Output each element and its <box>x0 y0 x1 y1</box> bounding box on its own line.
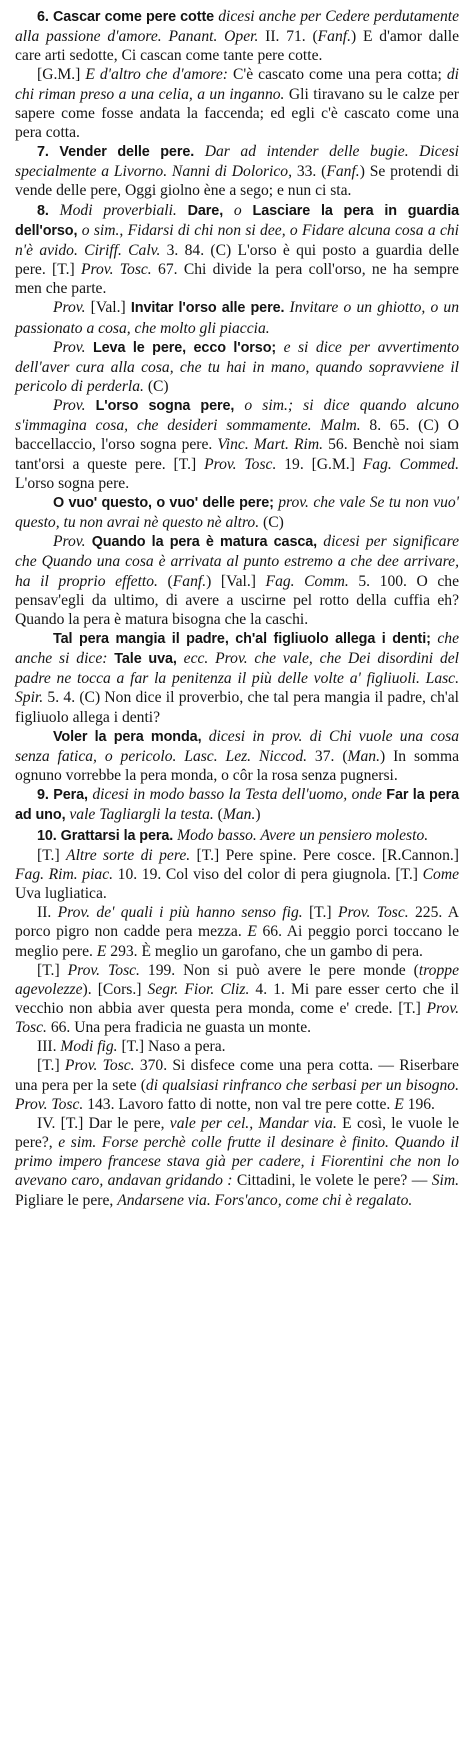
italic-text: Prov. <box>53 299 86 317</box>
entry-9-pera-testa <box>15 785 459 825</box>
text-run: 5. 4. (C) Non dice il proverbio, che tal pera mangia il padre, ch'al figliuolo allega i denti? <box>15 689 459 726</box>
headword: 10. Grattarsi la pera. <box>37 827 174 844</box>
text-run: ) Se protendi di vende delle pere, Oggi giolno ène a sego; e nun ci sta. <box>15 163 460 200</box>
text-run: [T.] <box>37 1057 65 1075</box>
entry-altre-sorte-di-pere <box>15 846 459 903</box>
entry-iii-modi-fig <box>15 1037 459 1056</box>
text-run: 225. A porco pigro non cadde pera mezza. <box>15 904 459 941</box>
italic-text: dicesi in prov. di Chi vuole una cosa senza fatica, o pericolo. Lasc. Lez. Niccod. <box>15 727 460 765</box>
italic-text: che anche si dice: <box>15 630 459 668</box>
italic-text: Fanf. <box>317 28 352 46</box>
text-run: ) E d'amor dalle care arti sedotte, Ci cascan come tante pere cotte. <box>15 28 459 65</box>
text-run: 66. Ai peggio porci toccano le meglio pere. <box>15 923 460 960</box>
headword: Tale uva, <box>107 651 177 668</box>
entry-6-note-gm <box>15 65 459 142</box>
italic-text: e si dice per avvertimento dell'aver cura alla cosa, che tu hai in mano, quando sopravviene il pericolo di perderla. <box>15 338 459 395</box>
text-run: 143. Lavoro fatto di notte, non val tre pere cotte. <box>83 1095 395 1113</box>
proverb-vuo-questo <box>15 493 459 532</box>
text-run: ) [Val.] <box>206 572 266 590</box>
italic-text: vale Tagliargli la testa. <box>65 806 214 824</box>
text-run: ) <box>255 806 261 824</box>
text-run: (C) <box>143 377 169 395</box>
headword: 7. Vender delle pere. <box>37 144 195 161</box>
text-run: [T.] <box>302 904 338 922</box>
italic-text: Fanf. <box>172 572 207 590</box>
text-run: Cittadini, le volete le pere? — <box>232 1172 432 1190</box>
proverb-leva-le-pere <box>15 338 459 396</box>
italic-text: dicesi per significare che Quando una cosa è arrivata al punto estremo a che dee arrivare, ha il proprio effetto. <box>15 533 459 590</box>
italic-text: E <box>247 923 257 941</box>
entry-8-modi-proverbiali <box>15 201 459 299</box>
headword: 6. Cascar come pere cotte <box>37 9 215 25</box>
text-run: 199. Non si può avere le pere monde ( <box>139 961 419 979</box>
italic-text: Prov. Tosc. <box>81 261 152 279</box>
text-run: [T.] <box>37 961 68 979</box>
italic-text: Prov. <box>53 338 86 356</box>
italic-text: Vinc. Mart. Rim. <box>217 436 324 454</box>
italic-text: Invitare o un ghiotto, o un passionato a cosa, che molto gli piaccia. <box>15 299 459 337</box>
text-run: [T.] <box>37 846 67 864</box>
text-run: 10. 19. Col viso del color di pera giugnola. [T.] <box>113 865 423 883</box>
headword: 8. <box>37 202 49 219</box>
headword: O vuo' questo, o vuo' delle pere; <box>53 494 274 511</box>
italic-text: Modi proverbiali. <box>48 201 177 219</box>
headword: Voler la pera monda, <box>53 728 202 745</box>
italic-text: Prov. Tosc. <box>67 961 140 979</box>
text-run: (C) <box>259 514 284 532</box>
italic-text: Segr. Fior. Cliz. <box>147 980 250 998</box>
text-run: 66. Una pera fradicia ne guasta un monte. <box>46 1019 312 1037</box>
text-run: ( <box>213 806 223 824</box>
italic-text: e sim. Forse perchè colle frutte il desinare è finito. Quando il primo impero francese stava già per cadere, i Fiorentini che non lo avevano caro, andavan gridando : <box>15 1134 459 1190</box>
proverb-invitar-orso <box>15 298 459 337</box>
italic-text: prov. che vale Se tu non vuo' questo, tu non avrai nè questo nè altro. <box>15 493 460 532</box>
text-run: III. <box>37 1038 61 1056</box>
italic-text: ecc. Prov. che vale, che Dei disordini del padre ne tocca a far la penitenza il più delle volte a' figliuoli. Lasc. Spir. <box>15 650 459 707</box>
text-run: ). [Cors.] <box>82 980 148 998</box>
italic-text: Modo basso. Avere un pensiero molesto. <box>173 826 429 844</box>
entry-10-grattarsi-la-pera <box>15 826 459 846</box>
entry-iii-pera-cotta <box>15 1056 459 1113</box>
entry-7-vender-delle-pere <box>15 142 459 200</box>
text-run: [G.M.] <box>37 66 86 84</box>
text-run: 8. 65. (C) O baccellaccio, l'orso sogna pere. <box>15 417 459 454</box>
italic-text: o <box>223 201 242 219</box>
italic-text: Sim. <box>431 1172 459 1190</box>
italic-text: Modi fig. <box>60 1038 118 1056</box>
text-run: Gli tiravano su le calze per sapere come fosse andata la faccenda; ed egli c'è cascato come una pera cotta. <box>15 85 459 141</box>
text-run: ( <box>157 572 173 590</box>
italic-text: E d'altro che d'amore: <box>85 66 228 84</box>
italic-text: Prov. de' quali i più hanno senso fig. <box>57 904 303 922</box>
italic-text: Man. <box>347 747 380 765</box>
text-run: Pigliare le pere, <box>15 1191 118 1209</box>
italic-text: Prov. <box>53 533 86 551</box>
italic-text: dicesi anche per Cedere perdutamente alla passione d'amore. Panant. Oper. <box>15 8 460 46</box>
text-run: 3. 84. (C) L'orso è qui posto a guardia delle pere. [T.] <box>15 241 459 279</box>
headword: L'orso sogna pere, <box>85 398 235 415</box>
italic-text: Fag. Comm. <box>265 572 349 590</box>
text-run: [T.] Pere spine. Pere cosce. [R.Cannon.] <box>190 846 459 864</box>
text-run: [Val.] <box>85 299 131 317</box>
text-run: II. <box>37 904 58 922</box>
text-run: L'orso sogna pere. <box>15 474 130 492</box>
italic-text: di qualsiasi rinfranco che serbasi per un bisogno. Prov. Tosc. <box>15 1076 459 1113</box>
italic-text: Come <box>422 865 460 883</box>
proverb-orso-sogna-pere <box>15 396 459 493</box>
proverb-tal-pera-mangia <box>15 629 459 727</box>
headword: Far la pera ad uno, <box>15 787 460 824</box>
headword: Tal pera mangia il padre, ch'al figliuolo allega i denti; <box>53 631 431 647</box>
italic-text: o sim., Fidarsi di chi non si dee, o Fidare alcuna cosa a chi n'è avido. Ciriff. Calv. <box>15 221 459 259</box>
italic-text: Fag. Commed. <box>362 455 460 473</box>
entry-6-cascar-come-pere-cotte <box>15 7 459 65</box>
italic-text: Andarsene via. Fors'anco, come chi è regalato. <box>117 1191 413 1209</box>
italic-text: Prov. <box>53 397 86 415</box>
headword: 9. Pera, <box>37 787 88 804</box>
text-run: 293. È meglio un garofano, che un gambo di pera. <box>106 942 423 960</box>
italic-text: Fag. Rim. piac. <box>15 865 114 883</box>
italic-text: Prov. Tosc. <box>337 904 409 922</box>
headword: Dare, <box>176 202 224 219</box>
italic-text: E <box>96 942 107 960</box>
text-run: ) In somma ognuno vorrebbe la pera monda, o côr la rosa senza pugnersi. <box>15 747 460 785</box>
italic-text: vale per cel., Mandar via. <box>169 1114 337 1132</box>
italic-text: E <box>394 1095 404 1113</box>
text-run: 370. Si disfece come una pera cotta. — Riserbare una pera per la sete ( <box>15 1057 459 1094</box>
headword: Lasciare la pera in guardia dell'orso, <box>15 202 460 239</box>
italic-text: Prov. Tosc. <box>64 1057 135 1075</box>
proverb-pera-matura <box>15 532 459 629</box>
text-run: 4. 1. Mi pare esser certo che il vecchio non abbia aver questa pera monda, come e' crede. [T.] <box>15 980 459 1017</box>
text-run: Uva lugliatica. <box>15 885 107 903</box>
italic-text: Fanf. <box>326 163 360 181</box>
italic-text: Prov. Tosc. <box>204 455 277 473</box>
text-run: II. 71. ( <box>258 28 318 46</box>
text-run: E così, le vuole le pere?, <box>15 1114 459 1152</box>
proverb-pera-monda <box>15 727 459 785</box>
italic-text: Prov. Tosc. <box>15 999 459 1037</box>
text-run: 67. Chi divide la pera coll'orso, ne ha sempre men che parte. <box>15 261 459 298</box>
entry-iv-dar-le-pere <box>15 1114 459 1210</box>
text-run: IV. [T.] Dar le pere, <box>37 1114 170 1132</box>
italic-text: di chi riman preso a una celia, a un inganno. <box>15 66 459 103</box>
italic-text: dicesi in modo basso la Testa dell'uomo, onde <box>87 786 382 804</box>
italic-text: Altre sorte di pere. <box>66 846 191 864</box>
headword: Invitar l'orso alle pere. <box>130 300 285 317</box>
text-run: 33. ( <box>292 163 327 181</box>
text-run: 196. <box>403 1095 435 1113</box>
text-run: 5. 100. O che pensav'egli da ultimo, di avere a uscirne pel rotto della cuffia eh? Quando la pera è matura bisogna che la caschi. <box>15 572 460 628</box>
headword: Leva le pere, ecco l'orso; <box>85 339 277 356</box>
text-run: C'è cascato come una pera cotta; <box>228 66 447 84</box>
text-run: 37. ( <box>307 747 348 765</box>
italic-text: Man. <box>222 806 256 824</box>
text-run: 56. Benchè noi siam tant'orsi a queste pere. [T.] <box>15 436 460 473</box>
italic-text: Dar ad intender delle bugie. Dicesi specialmente a Livorno. Nanni di Dolorico, <box>15 143 460 181</box>
entry-ii-proverbi-cont <box>15 961 459 1038</box>
entry-ii-proverbi <box>15 903 459 960</box>
text-run: 19. [G.M.] <box>276 455 363 473</box>
italic-text: troppe agevolezze <box>15 961 459 998</box>
italic-text: o sim.; si dice quando alcuno s'immagina cosa, che desideri sommamente. Malm. <box>15 397 459 435</box>
text-run: [T.] Naso a pera. <box>117 1038 226 1056</box>
headword: Quando la pera è matura casca, <box>85 534 318 551</box>
